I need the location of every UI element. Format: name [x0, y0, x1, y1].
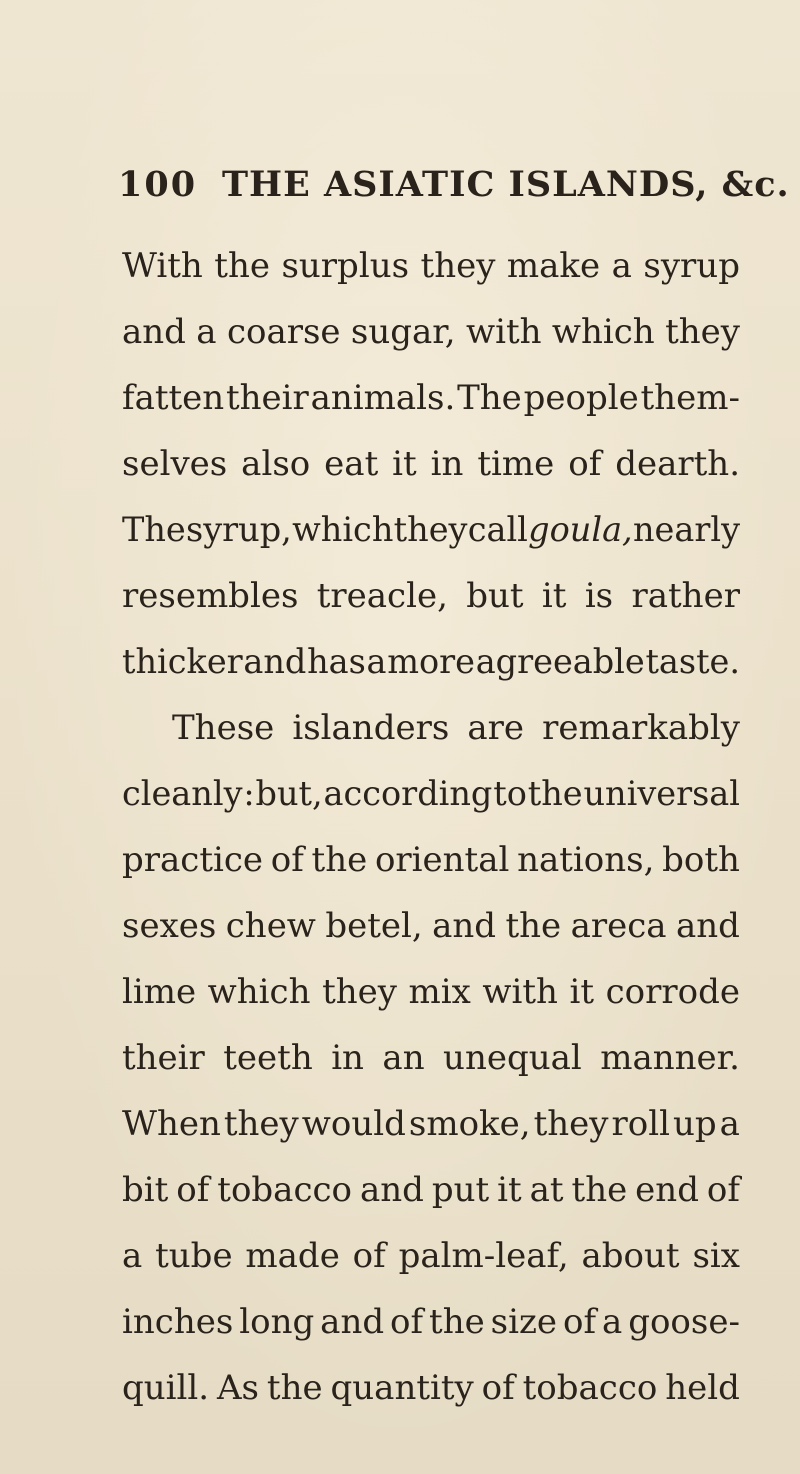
word: the — [527, 774, 583, 813]
word: tobacco — [522, 1368, 658, 1408]
word: manner. — [600, 1038, 740, 1078]
word: the — [266, 1368, 323, 1408]
word: of — [352, 1236, 386, 1276]
word: in — [331, 1038, 364, 1078]
text-line — [122, 1226, 740, 1286]
word: oriental — [374, 840, 510, 880]
word: six — [692, 1236, 740, 1276]
word: quantity — [330, 1368, 474, 1408]
word: an — [382, 1038, 425, 1078]
word: more — [387, 642, 475, 681]
word: : — [243, 774, 255, 813]
word: but — [466, 576, 524, 616]
word: surplus — [281, 246, 410, 286]
word: both — [662, 840, 740, 880]
word: put — [431, 1170, 490, 1210]
word: smoke, — [408, 1104, 531, 1144]
word: they — [665, 312, 740, 352]
text-line — [122, 962, 740, 1022]
word: treacle, — [316, 576, 448, 616]
text-line — [122, 1094, 740, 1154]
word: As — [217, 1368, 260, 1408]
word: of — [562, 1302, 597, 1342]
text-line — [122, 896, 740, 956]
word: goose- — [628, 1302, 740, 1342]
word: their — [122, 1038, 205, 1078]
word: nearly — [632, 510, 740, 549]
word: their — [226, 378, 309, 418]
word: These — [172, 708, 275, 748]
word: the — [429, 1302, 485, 1342]
text-line — [122, 368, 740, 428]
word: When — [122, 1104, 221, 1144]
word: is — [584, 576, 614, 616]
text-line — [122, 302, 740, 362]
word: syrup, — [186, 510, 292, 549]
word: time — [477, 444, 555, 484]
word: of — [481, 1368, 515, 1408]
text-line — [122, 566, 740, 626]
word: it — [497, 1170, 522, 1210]
word: taste. — [645, 642, 740, 681]
word: in — [430, 444, 464, 484]
word: roll — [611, 1104, 670, 1144]
word: tobacco — [217, 1170, 353, 1210]
word: betel, — [325, 906, 423, 946]
word: a — [122, 1236, 143, 1276]
word: and — [243, 642, 307, 681]
word: the — [214, 246, 270, 286]
word: they — [393, 510, 468, 549]
word: areca — [570, 906, 667, 946]
word: they — [533, 1104, 609, 1144]
word: about — [581, 1236, 680, 1276]
word: a — [366, 642, 387, 681]
word: inches — [122, 1302, 234, 1342]
running-title: THE ASIATIC ISLANDS, &c. — [222, 164, 790, 205]
text-line — [122, 500, 740, 560]
word: which — [551, 312, 655, 352]
word: goula, — [528, 510, 633, 549]
word: corrode — [605, 972, 740, 1012]
word: up — [672, 1104, 717, 1144]
word: which — [292, 510, 394, 549]
word: fatten — [122, 378, 225, 418]
word: sexes — [122, 906, 217, 946]
page-header — [118, 160, 790, 210]
word: quill. — [122, 1368, 210, 1408]
text-line — [122, 764, 740, 824]
word: and — [675, 906, 740, 946]
word: and — [320, 1302, 385, 1342]
word: remarkably — [542, 708, 740, 748]
word: selves — [122, 444, 228, 484]
word: they — [322, 972, 397, 1012]
word: bit — [122, 1170, 169, 1210]
word: of — [390, 1302, 424, 1342]
word: islanders — [292, 708, 450, 748]
word: with — [465, 312, 542, 352]
text-line — [122, 1292, 740, 1352]
word: a — [719, 1104, 740, 1144]
text-line — [122, 1160, 740, 1220]
word: it — [541, 576, 567, 616]
word: they — [420, 246, 496, 286]
word: a — [611, 246, 632, 286]
text-line — [122, 830, 740, 890]
word: a — [196, 312, 217, 352]
word: the — [505, 906, 562, 946]
word: make — [506, 246, 601, 286]
word: and — [432, 906, 497, 946]
word: resembles — [122, 576, 299, 616]
word: of — [176, 1170, 210, 1210]
word: lime — [122, 972, 197, 1012]
text-line — [122, 632, 740, 692]
word: practice — [122, 840, 264, 880]
word: people — [523, 378, 639, 418]
word: mix — [408, 972, 471, 1012]
text-line — [122, 434, 740, 494]
word: unequal — [443, 1038, 582, 1078]
word: nations, — [517, 840, 655, 880]
word: it — [392, 444, 417, 484]
word: universal — [583, 774, 740, 813]
text-line — [122, 236, 740, 296]
word: according — [323, 774, 493, 813]
word: tube — [155, 1236, 233, 1276]
word: agreeable — [475, 642, 645, 681]
word: dearth. — [615, 444, 740, 484]
text-line — [172, 698, 740, 758]
word: end — [635, 1170, 699, 1210]
word: rather — [631, 576, 740, 616]
word: animals. — [310, 378, 456, 418]
word: a — [601, 1302, 623, 1342]
word: also — [241, 444, 311, 484]
word: call — [467, 510, 528, 549]
word: held — [665, 1368, 740, 1408]
word: which — [207, 972, 311, 1012]
word: syrup — [643, 246, 740, 286]
word: size — [490, 1302, 558, 1342]
word: has — [307, 642, 366, 681]
word: with — [482, 972, 558, 1012]
word: and — [122, 312, 186, 352]
word: of — [706, 1170, 740, 1210]
word: are — [467, 708, 525, 748]
word: to — [493, 774, 527, 813]
word: but, — [255, 774, 323, 813]
word: and — [359, 1170, 424, 1210]
word: sugar, — [350, 312, 456, 352]
word: The — [457, 378, 522, 418]
word: long — [239, 1302, 315, 1342]
word: chew — [225, 906, 316, 946]
word: the — [311, 840, 368, 880]
word: of — [568, 444, 602, 484]
word: The — [122, 510, 186, 549]
word: of — [270, 840, 304, 880]
word: eat — [324, 444, 379, 484]
word: teeth — [223, 1038, 313, 1078]
word: cleanly — [122, 774, 243, 813]
word: thicker — [122, 642, 243, 681]
word: coarse — [226, 312, 341, 352]
word: the — [571, 1170, 628, 1210]
word: would — [301, 1104, 406, 1144]
word: they — [223, 1104, 299, 1144]
word: palm-leaf, — [398, 1236, 569, 1276]
word: made — [245, 1236, 340, 1276]
word: it — [569, 972, 595, 1012]
page-number: 100 — [118, 164, 198, 205]
word: them- — [640, 378, 740, 418]
word: at — [529, 1170, 564, 1210]
word: With — [122, 246, 203, 286]
text-line — [122, 1028, 740, 1088]
text-line — [122, 1358, 740, 1418]
